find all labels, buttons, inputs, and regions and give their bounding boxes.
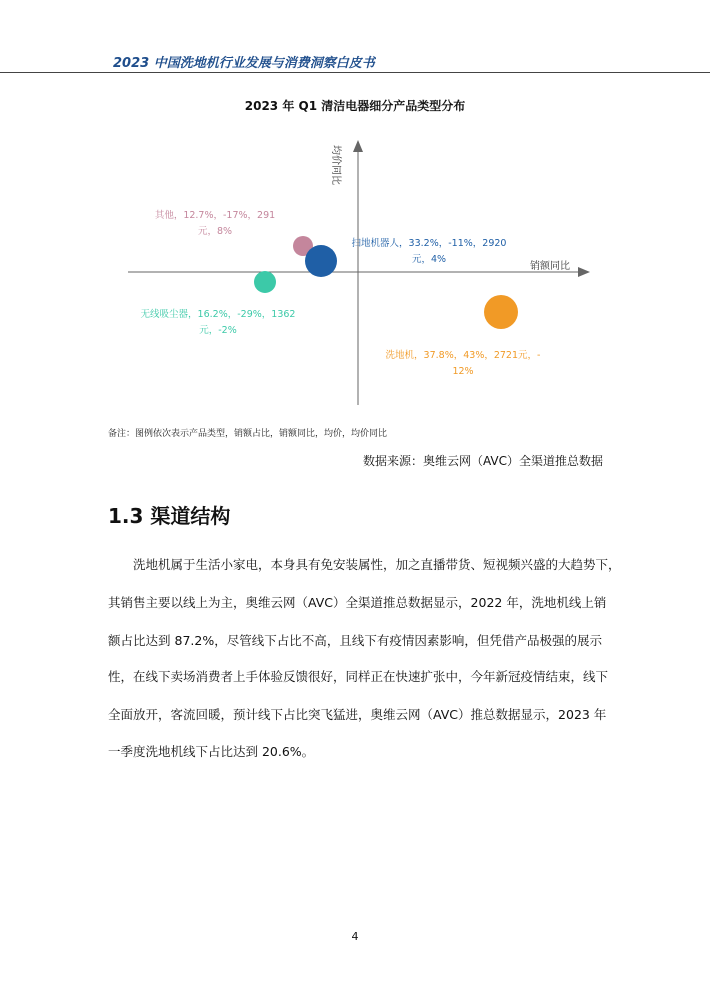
data-label-floor-washer-line2: 12% xyxy=(452,366,474,377)
data-label-robot-line2: 元，4% xyxy=(411,254,447,265)
data-label-other-line2: 元，8% xyxy=(197,226,233,237)
data-label-robot-line1: 扫地机器人，33.2%，-11%，2920 xyxy=(351,238,507,249)
data-source: 数据来源：奥维云网（AVC）全渠道推总数据 xyxy=(362,454,603,468)
chart-note: 备注：图例依次表示产品类型，销额占比，销额同比，均价，均价同比 xyxy=(108,429,388,439)
page-number: 4 xyxy=(351,930,359,943)
paragraph-line-2: 其销售主要以线上为主，奥维云网（AVC）全渠道推总数据显示，2022 年，洗地机线上销 xyxy=(108,595,607,610)
bubble-cordless-vacuum xyxy=(254,271,276,293)
section-heading: 1.3 渠道结构 xyxy=(108,504,231,528)
data-label-cordless-line2: 元，-2% xyxy=(199,325,237,336)
y-axis-label: 均价同比 xyxy=(330,145,341,185)
paragraph-line-5: 全面放开，客流回暖，预计线下占比突飞猛进，奥维云网（AVC）推总数据显示，2023 年 xyxy=(108,707,607,722)
document-header-title: 2023 中国洗地机行业发展与消费洞察白皮书 xyxy=(113,56,375,71)
x-axis-arrow xyxy=(578,267,590,277)
x-axis-label: 销额同比 xyxy=(530,261,570,272)
data-label-floor-washer-line1: 洗地机，37.8%，43%，2721元，- xyxy=(385,350,541,361)
data-label-other-line1: 其他，12.7%，-17%，291 xyxy=(154,210,276,221)
y-axis-arrow xyxy=(353,140,363,152)
chart-title: 2023 年 Q1 清洁电器细分产品类型分布 xyxy=(244,99,466,113)
data-label-cordless-line1: 无线吸尘器，16.2%，-29%，1362 xyxy=(140,309,296,320)
bubble-floor-washer xyxy=(484,295,518,329)
paragraph-line-6: 一季度洗地机线下占比达到 20.6%。 xyxy=(108,744,315,759)
paragraph-line-1: 洗地机属于生活小家电，本身具有免安装属性，加之直播带货、短视频兴盛的大趋势下， xyxy=(133,557,621,572)
bubble-chart xyxy=(0,0,710,420)
bubble-robot-vacuum xyxy=(305,245,337,277)
paragraph-line-3: 额占比达到 87.2%，尽管线下占比不高，且线下有疫情因素影响，但凭借产品极强的展示 xyxy=(108,633,602,648)
paragraph-line-4: 性，在线下卖场消费者上手体验反馈很好，同样正在快速扩张中，今年新冠疫情结束，线下 xyxy=(108,669,609,684)
